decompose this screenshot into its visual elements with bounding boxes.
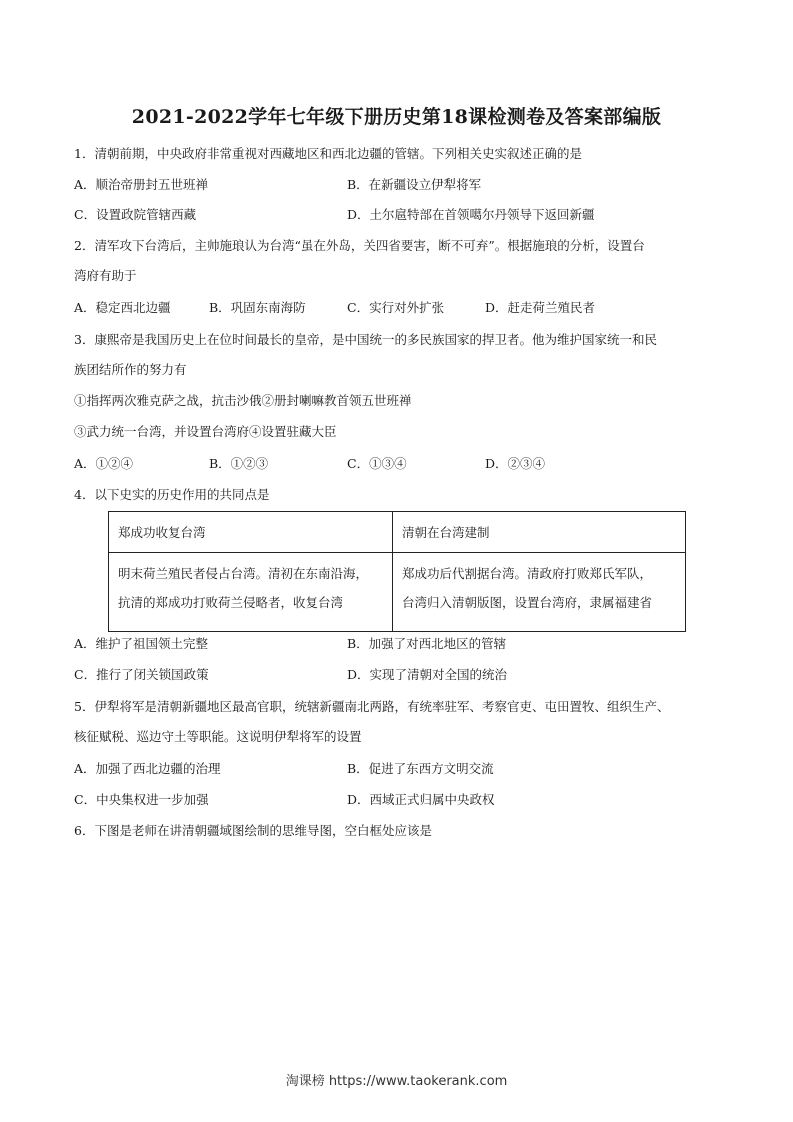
question-4-option-a: A．维护了祖国领土完整 [74, 636, 209, 651]
table-cell [393, 553, 686, 632]
question-1-option-c: C．设置政院管辖西藏 [74, 207, 197, 222]
question-3-statement-2: ③武力统一台湾，并设置台湾府④设置驻藏大臣 [74, 424, 337, 439]
table-cell-line: 郑成功后代割据台湾。清政府打败郑氏军队， [402, 566, 653, 581]
question-1-option-a: A．顺治帝册封五世班禅 [74, 177, 209, 192]
question-4-option-c: C．推行了闭关锁国政策 [74, 667, 209, 682]
question-5-option-d: D．西域正式归属中央政权 [347, 792, 495, 807]
question-5-stem-line-2: 核征赋税、巡边守土等职能。这说明伊犁将军的设置 [74, 729, 362, 744]
table-row [109, 553, 686, 632]
question-5-option-a: A．加强了西北边疆的治理 [74, 761, 221, 776]
question-2-option-d: D．赶走荷兰殖民者 [485, 300, 596, 315]
question-3-option-c: C．①③④ [347, 456, 407, 471]
table-cell [109, 553, 393, 632]
question-2-stem-line-1: 2．清军攻下台湾后，主帅施琅认为台湾“虽在外岛，关四省要害，断不可弃”。根据施琅的分析，设置台 [74, 238, 645, 253]
question-3-stem-line-1: 3．康熙帝是我国历史上在位时间最长的皇帝，是中国统一的多民族国家的捍卫者。他为维护国家统一和民 [74, 332, 657, 347]
table-cell-line: 抗清的郑成功打败荷兰侵略者，收复台湾 [118, 595, 344, 610]
page-footer: 淘课榜 https://www.taokerank.com [285, 1074, 508, 1089]
question-4-option-d: D．实现了清朝对全国的统治 [347, 667, 508, 682]
question-2-option-b: B．巩固东南海防 [209, 300, 306, 315]
table-header-cell: 清朝在台湾建制 [393, 512, 686, 553]
question-2-option-a: A．稳定西北边疆 [74, 300, 171, 315]
question-2-option-c: C．实行对外扩张 [347, 300, 445, 315]
question-5-stem-line-1: 5．伊犁将军是清朝新疆地区最高官职，统辖新疆南北两路，有统率驻军、考察官吏、屯田置牧、组织生产、 [74, 699, 670, 714]
question-4-option-b: B．加强了对西北地区的管辖 [347, 636, 507, 651]
question-1-option-b: B．在新疆设立伊犁将军 [347, 177, 482, 192]
question-1-option-d: D．土尔扈特部在首领噶尔丹领导下返回新疆 [347, 207, 595, 222]
page-title: 2021-2022学年七年级下册历史第18课检测卷及答案部编版 [131, 106, 662, 128]
question-3-option-a: A．①②④ [74, 456, 134, 471]
table-cell-line: 明末荷兰殖民者侵占台湾。清初在东南沿海， [118, 566, 369, 581]
question-6-stem: 6．下图是老师在讲清朝疆域图绘制的思维导图，空白框处应该是 [74, 823, 432, 838]
question-3-option-b: B．①②③ [209, 456, 269, 471]
question-3-stem-line-2: 族团结所作的努力有 [74, 362, 187, 377]
table-cell-line: 台湾归入清朝版图，设置台湾府，隶属福建省 [402, 595, 653, 610]
question-4-table [108, 511, 686, 632]
table-header-row [109, 512, 686, 553]
question-5-option-c: C．中央集权进一步加强 [74, 792, 209, 807]
question-1-stem: 1．清朝前期，中央政府非常重视对西藏地区和西北边疆的管辖。下列相关史实叙述正确的是 [74, 146, 582, 161]
question-5-option-b: B．促进了东西方文明交流 [347, 761, 494, 776]
table-header-cell: 郑成功收复台湾 [109, 512, 393, 553]
question-4-stem: 4．以下史实的历史作用的共同点是 [74, 487, 270, 502]
question-3-option-d: D．②③④ [485, 456, 546, 471]
question-3-statement-1: ①指挥两次雅克萨之战，抗击沙俄②册封喇嘛教首领五世班禅 [74, 393, 412, 408]
question-2-stem-line-2: 湾府有助于 [74, 268, 137, 283]
